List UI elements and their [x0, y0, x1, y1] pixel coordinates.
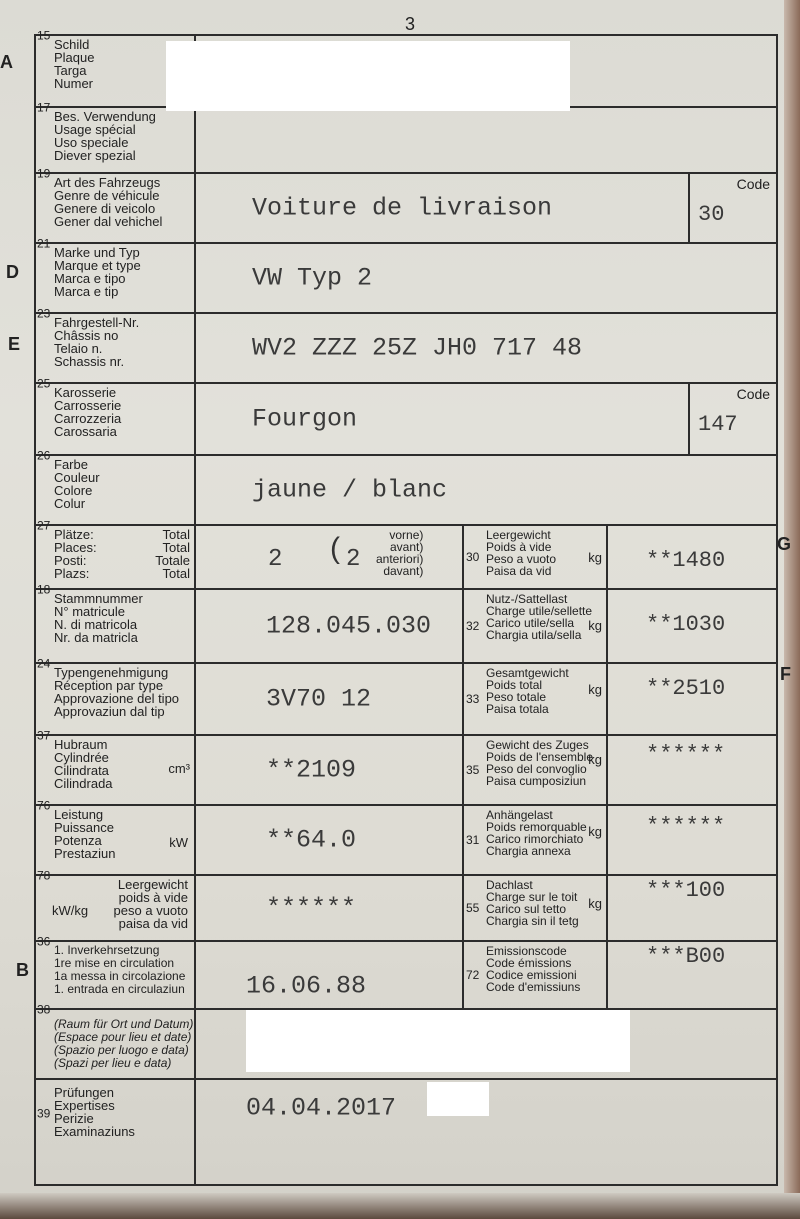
- field-23-value: WV2 ZZZ 25Z JH0 717 48: [252, 333, 583, 363]
- field-31-value-cell: [607, 805, 777, 875]
- redaction-plate-number: [166, 41, 570, 111]
- field-15-label: 15 Schild Plaque Targa Numer: [35, 35, 195, 107]
- field-37-label: 37 Hubraum Cylindrée Cilindrata Cilindrada cm³: [35, 735, 195, 805]
- side-letter-b: B: [16, 960, 29, 980]
- field-33-value: **2510: [646, 676, 726, 701]
- field-55-label: 55 Dachlast Charge sur le toit Carico sul tetto Chargia sin il tetg kg: [463, 875, 607, 941]
- field-21-value: VW Typ 2: [252, 263, 373, 293]
- field-35-value: ******: [646, 742, 726, 767]
- field-24-value-cell: [195, 663, 463, 735]
- field-36-label: 36 1. Inverkehrsetzung 1re mise en circulation 1a messa in circolazione 1. entrada en circulaziun: [35, 941, 195, 1009]
- field-37-value-cell: [195, 735, 463, 805]
- page-edge-right: [784, 0, 800, 1219]
- field-18-value-cell: [195, 589, 463, 663]
- field-21-value-cell: [195, 243, 777, 313]
- field-18-value: 128.045.030: [266, 611, 432, 641]
- field-32-label: 32 Nutz-/Sattellast Charge utile/sellette Carico utile/sella Chargia utila/sella kg: [463, 589, 607, 663]
- field-26-value-cell: [195, 455, 777, 525]
- field-24-label: 24 Typengenehmigung Réception par type Approvazione del tipo Approvaziun dal tip: [35, 663, 195, 735]
- page-edge-bottom: [0, 1193, 800, 1219]
- field-19-code: 30: [698, 202, 725, 227]
- field-33-label: 33 Gesamtgewicht Poids total Peso totale Paisa totala kg: [463, 663, 607, 735]
- field-19-code-label: Code: [736, 176, 771, 192]
- page-number: 3: [405, 14, 416, 34]
- field-35-value-cell: [607, 735, 777, 805]
- field-38-label: 38 (Raum für Ort und Datum) (Espace pour lieu et date) (Spazio per luogo e data) (Spazi per lieu e data): [35, 1009, 195, 1079]
- field-72-label: 72 Emissionscode Code émissions Codice emissioni Code d'emissiuns: [463, 941, 607, 1009]
- field-76-label: 76 Leistung Puissance Potenza Prestaziun kW: [35, 805, 195, 875]
- field-55-value: ***100: [646, 878, 726, 903]
- field-23-value-cell: [195, 313, 777, 383]
- field-78-value-cell: [195, 875, 463, 941]
- field-78-value: ******: [266, 893, 357, 923]
- field-25-code: 147: [698, 412, 738, 437]
- field-19-value: Voiture de livraison: [252, 193, 553, 223]
- field-72-value: ***B00: [646, 944, 726, 969]
- field-25-value-cell: [195, 383, 689, 455]
- field-30-label: 30 Leergewicht Poids à vide Peso a vuoto Paisa da vid kg: [463, 525, 607, 589]
- field-36-value-cell: [195, 941, 463, 1009]
- field-26-value: jaune / blanc: [252, 475, 448, 505]
- field-30-value-cell: [607, 525, 777, 589]
- field-19-value-cell: [195, 173, 689, 243]
- field-25-label: 25 Karosserie Carrosserie Carrozzeria Carossaria: [35, 383, 195, 455]
- field-76-value-cell: [195, 805, 463, 875]
- side-letter-d: D: [6, 262, 19, 282]
- side-letter-f: F: [780, 664, 791, 684]
- field-36-value: 16.06.88: [246, 971, 367, 1001]
- field-17-value: [195, 107, 777, 173]
- field-25-code-cell: [689, 383, 777, 455]
- field-27-values: 2 ( 2 vorne) avant) anteriori) davant): [195, 525, 463, 589]
- side-letter-e: E: [8, 334, 21, 354]
- field-76-value: **64.0: [266, 825, 357, 855]
- side-letter-g: G: [777, 534, 792, 554]
- redaction-inspection-note: [427, 1082, 489, 1116]
- field-33-value-cell: [607, 663, 777, 735]
- field-25-code-label: Code: [736, 386, 771, 402]
- field-27-label: 27 Plätze: Places: Posti: Plazs: Total Total Totale Total: [35, 525, 195, 589]
- field-35-label: 35 Gewicht des Zuges Poids de l'ensemble Peso del convoglio Paisa cumposiziun kg: [463, 735, 607, 805]
- places-front-value: 2: [346, 546, 361, 573]
- field-30-value: **1480: [646, 548, 726, 573]
- field-23-label: 23 Fahrgestell-Nr. Châssis no Telaio n. Schassis nr.: [35, 313, 195, 383]
- field-78-label: 78 kW/kg Leergewicht poids à vide peso a vuoto paisa da vid: [35, 875, 195, 941]
- field-31-value: ******: [646, 814, 726, 839]
- field-72-value-cell: [607, 941, 777, 1009]
- field-32-value-cell: [607, 589, 777, 663]
- field-18-label: 18 Stammnummer N° matricule N. di matricola Nr. da matricla: [35, 589, 195, 663]
- field-26-label: 26 Farbe Couleur Colore Colur: [35, 455, 195, 525]
- field-37-value: **2109: [266, 755, 357, 785]
- field-19-code-cell: [689, 173, 777, 243]
- places-total-value: 2: [268, 546, 283, 573]
- field-39-value: 04.04.2017: [246, 1093, 397, 1123]
- field-32-value: **1030: [646, 612, 726, 637]
- field-19-label: 19 Art des Fahrzeugs Genre de véhicule Genere di veicolo Gener dal vehichel: [35, 173, 195, 243]
- field-21-label: 21 Marke und Typ Marque et type Marca e tipo Marca e tip: [35, 243, 195, 313]
- redaction-place-date: [246, 1010, 630, 1072]
- field-25-value: Fourgon: [252, 404, 358, 434]
- field-31-label: 31 Anhängelast Poids remorquable Carico rimorchiato Chargia annexa kg: [463, 805, 607, 875]
- field-55-value-cell: [607, 875, 777, 941]
- field-17-label: 17 Bes. Verwendung Usage spécial Uso speciale Diever spezial: [35, 107, 195, 173]
- field-39-label: 39 Prüfungen Expertises Perizie Examinaziuns: [35, 1079, 195, 1185]
- field-24-value: 3V70 12: [266, 684, 372, 714]
- side-letter-a: A: [0, 52, 13, 72]
